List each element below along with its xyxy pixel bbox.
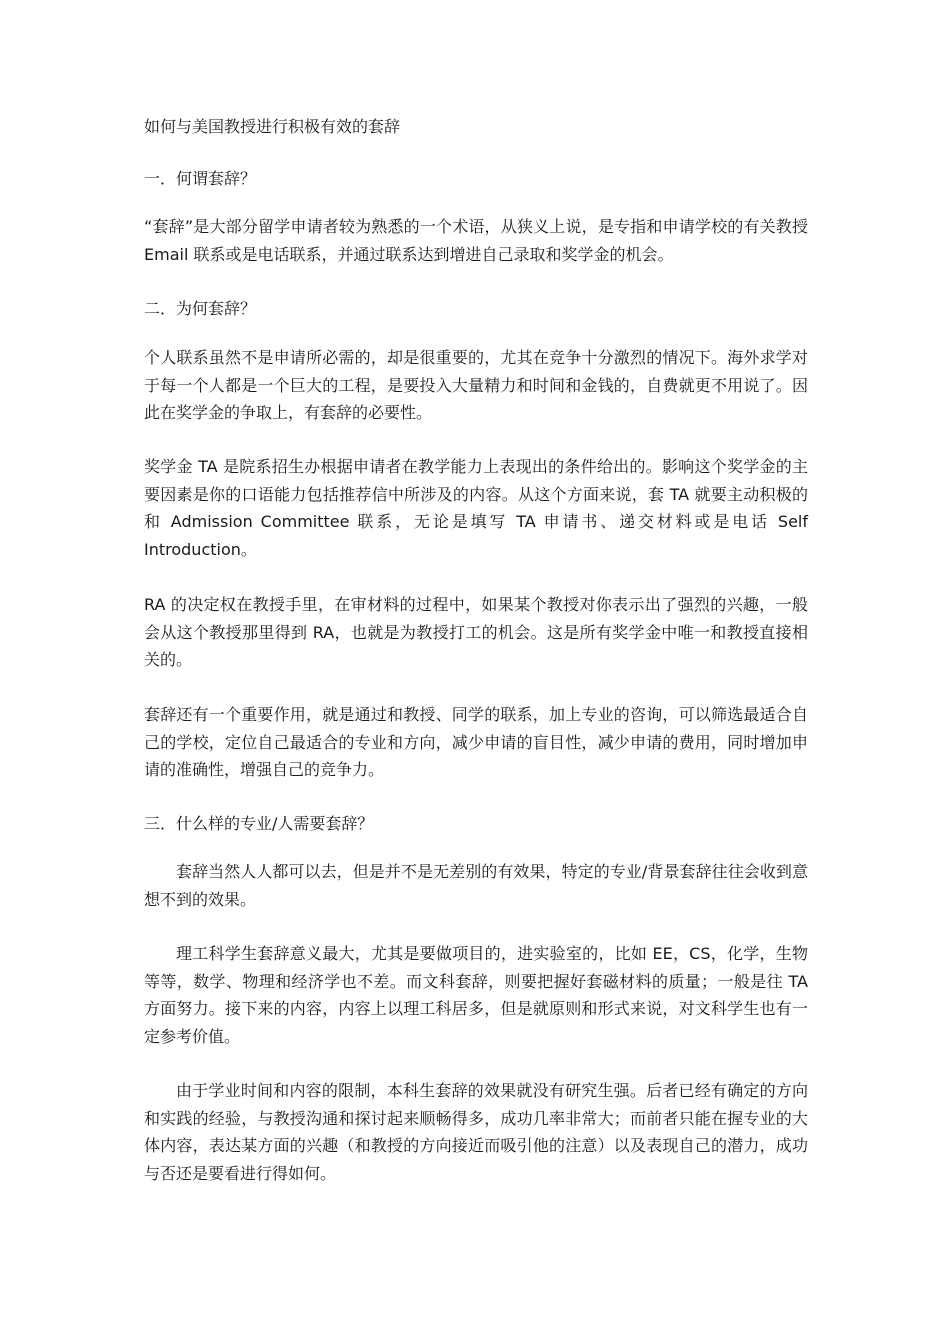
section-heading-why: 二．为何套辞？ (144, 299, 257, 318)
section-heading-who: 三．什么样的专业/人需要套辞？ (144, 814, 374, 833)
paragraph-science-students: 理工科学生套辞意义最大，尤其是要做项目的，进实验室的，比如 EE，CS，化学，生物等等，数学、物理和经济学也不差。而文科套辞，则要把握好套磁材料的质量；一般是往 TA 方面努力。接下来的内容，内容上以理工科居多，但是就原则和形式来说，对文科学生也有一定参考价值。 (144, 944, 808, 1046)
document-title: 如何与美国教授进行积极有效的套辞 (144, 117, 401, 136)
paragraph-ra: RA 的决定权在教授手里，在审材料的过程中，如果某个教授对你表示出了强烈的兴趣，一般会从这个教授那里得到 RA，也就是为教授打工的机会。这是所有奖学金中唯一和教授直接相关的。 (144, 595, 808, 669)
paragraph-ta: 奖学金 TA 是院系招生办根据申请者在教学能力上表现出的条件给出的。影响这个奖学金的主要因素是你的口语能力包括推荐信中所涉及的内容。从这个方面来说，套 TA 就要主动积极的和 Admission Committee 联系，无论是填写 TA 申请书、递交材料或是电话 Self Introduction。 (144, 457, 808, 559)
section-heading-what-is: 一．何谓套辞？ (144, 169, 257, 188)
paragraph-other-benefits: 套辞还有一个重要作用，就是通过和教授、同学的联系，加上专业的咨询，可以筛选最适合自己的学校，定位自己最适合的专业和方向，减少申请的盲目性，减少申请的费用，同时增加申请的准确性，增强自己的竞争力。 (144, 705, 808, 779)
paragraph-everyone: 套辞当然人人都可以去，但是并不是无差别的有效果，特定的专业/背景套辞往往会收到意想不到的效果。 (144, 862, 808, 909)
paragraph-importance: 个人联系虽然不是申请所必需的，却是很重要的，尤其在竞争十分激烈的情况下。海外求学对于每一个人都是一个巨大的工程，是要投入大量精力和时间和金钱的，自费就更不用说了。因此在奖学金的争取上，有套辞的必要性。 (144, 348, 808, 422)
paragraph-undergrad-vs-grad: 由于学业时间和内容的限制，本科生套辞的效果就没有研究生强。后者已经有确定的方向和实践的经验，与教授沟通和探讨起来顺畅得多，成功几率非常大；而前者只能在握专业的大体内容，表达某方面的兴趣（和教授的方向接近而吸引他的注意）以及表现自己的潜力，成功与否还是要看进行得如何。 (144, 1081, 808, 1183)
paragraph-definition: “套辞”是大部分留学申请者较为熟悉的一个术语，从狭义上说，是专指和申请学校的有关教授 Email 联系或是电话联系，并通过联系达到增进自己录取和奖学金的机会。 (144, 217, 808, 264)
